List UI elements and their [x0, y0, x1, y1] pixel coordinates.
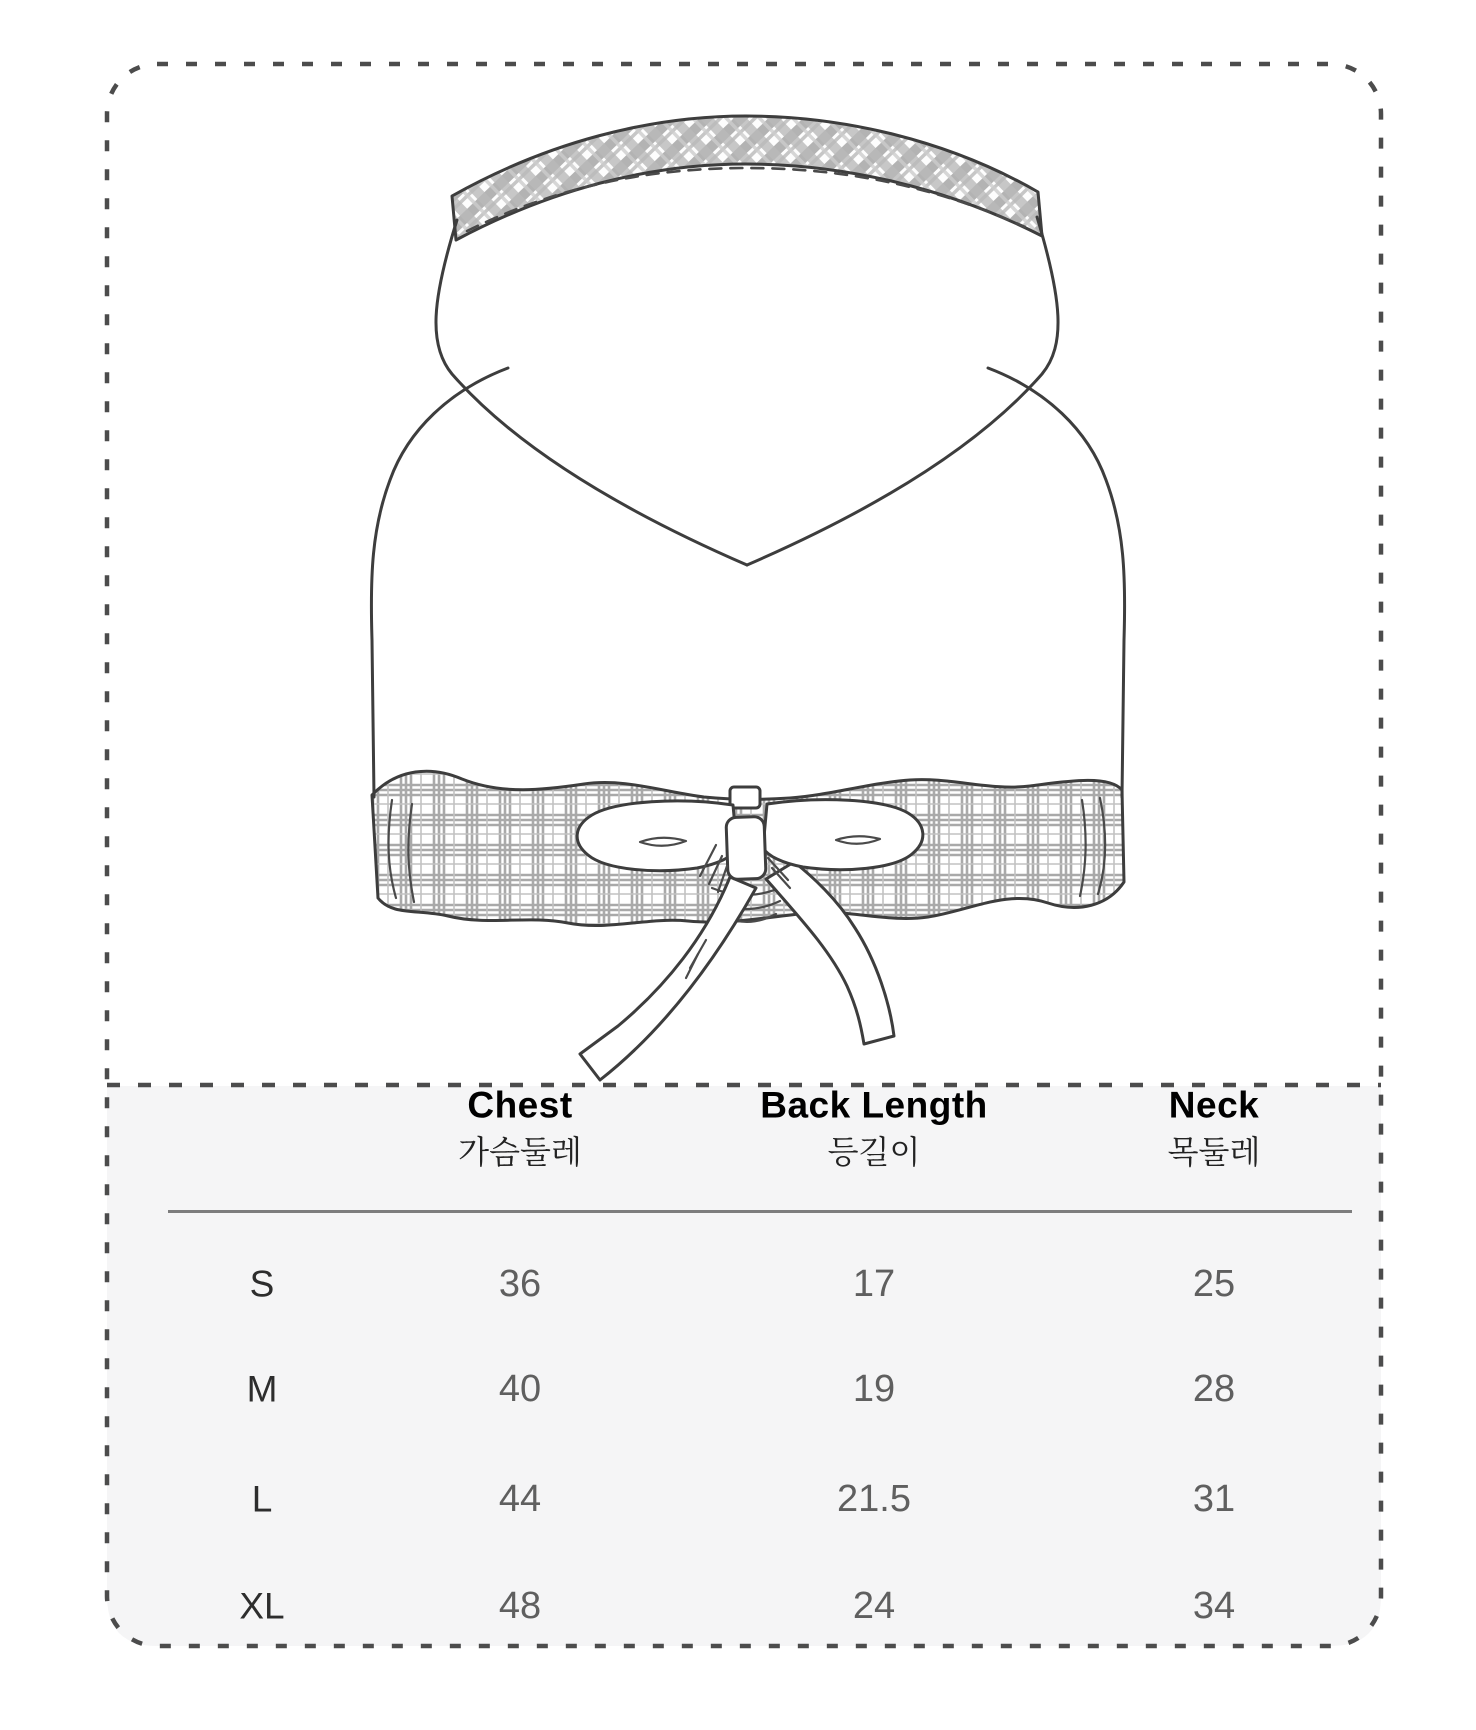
size-xl-back: 24 — [852, 1585, 896, 1627]
table-header-divider — [168, 1210, 1352, 1213]
size-m-neck: 28 — [1192, 1368, 1236, 1410]
column-header-back-length-ko: 등길이 — [827, 1134, 921, 1170]
size-row-m-label: M — [246, 1368, 278, 1410]
bow-knot — [726, 816, 766, 879]
size-s-neck: 25 — [1192, 1263, 1236, 1305]
size-l-neck: 31 — [1192, 1478, 1236, 1520]
size-xl-neck: 34 — [1192, 1585, 1236, 1627]
size-s-chest: 36 — [498, 1263, 542, 1305]
size-m-chest: 40 — [498, 1368, 542, 1410]
size-m-back: 19 — [852, 1368, 896, 1410]
size-l-back: 21.5 — [837, 1478, 911, 1520]
size-row-l-label: L — [251, 1478, 273, 1520]
bow-left-loop — [577, 801, 737, 871]
column-header-back-length: Back Length — [760, 1084, 988, 1126]
table-panel-background — [107, 1086, 1381, 1646]
size-l-chest: 44 — [498, 1478, 542, 1520]
column-header-chest-ko: 가슴둘레 — [458, 1134, 582, 1170]
bow-right-loop — [763, 800, 923, 870]
size-row-xl-label: XL — [239, 1585, 285, 1627]
drawstring-tab — [730, 787, 760, 808]
size-s-back: 17 — [852, 1263, 896, 1305]
column-header-chest: Chest — [467, 1084, 573, 1126]
column-header-neck-ko: 목둘레 — [1167, 1134, 1261, 1170]
column-header-neck: Neck — [1168, 1084, 1260, 1126]
size-row-s-label: S — [249, 1263, 275, 1305]
size-xl-chest: 48 — [498, 1585, 542, 1627]
